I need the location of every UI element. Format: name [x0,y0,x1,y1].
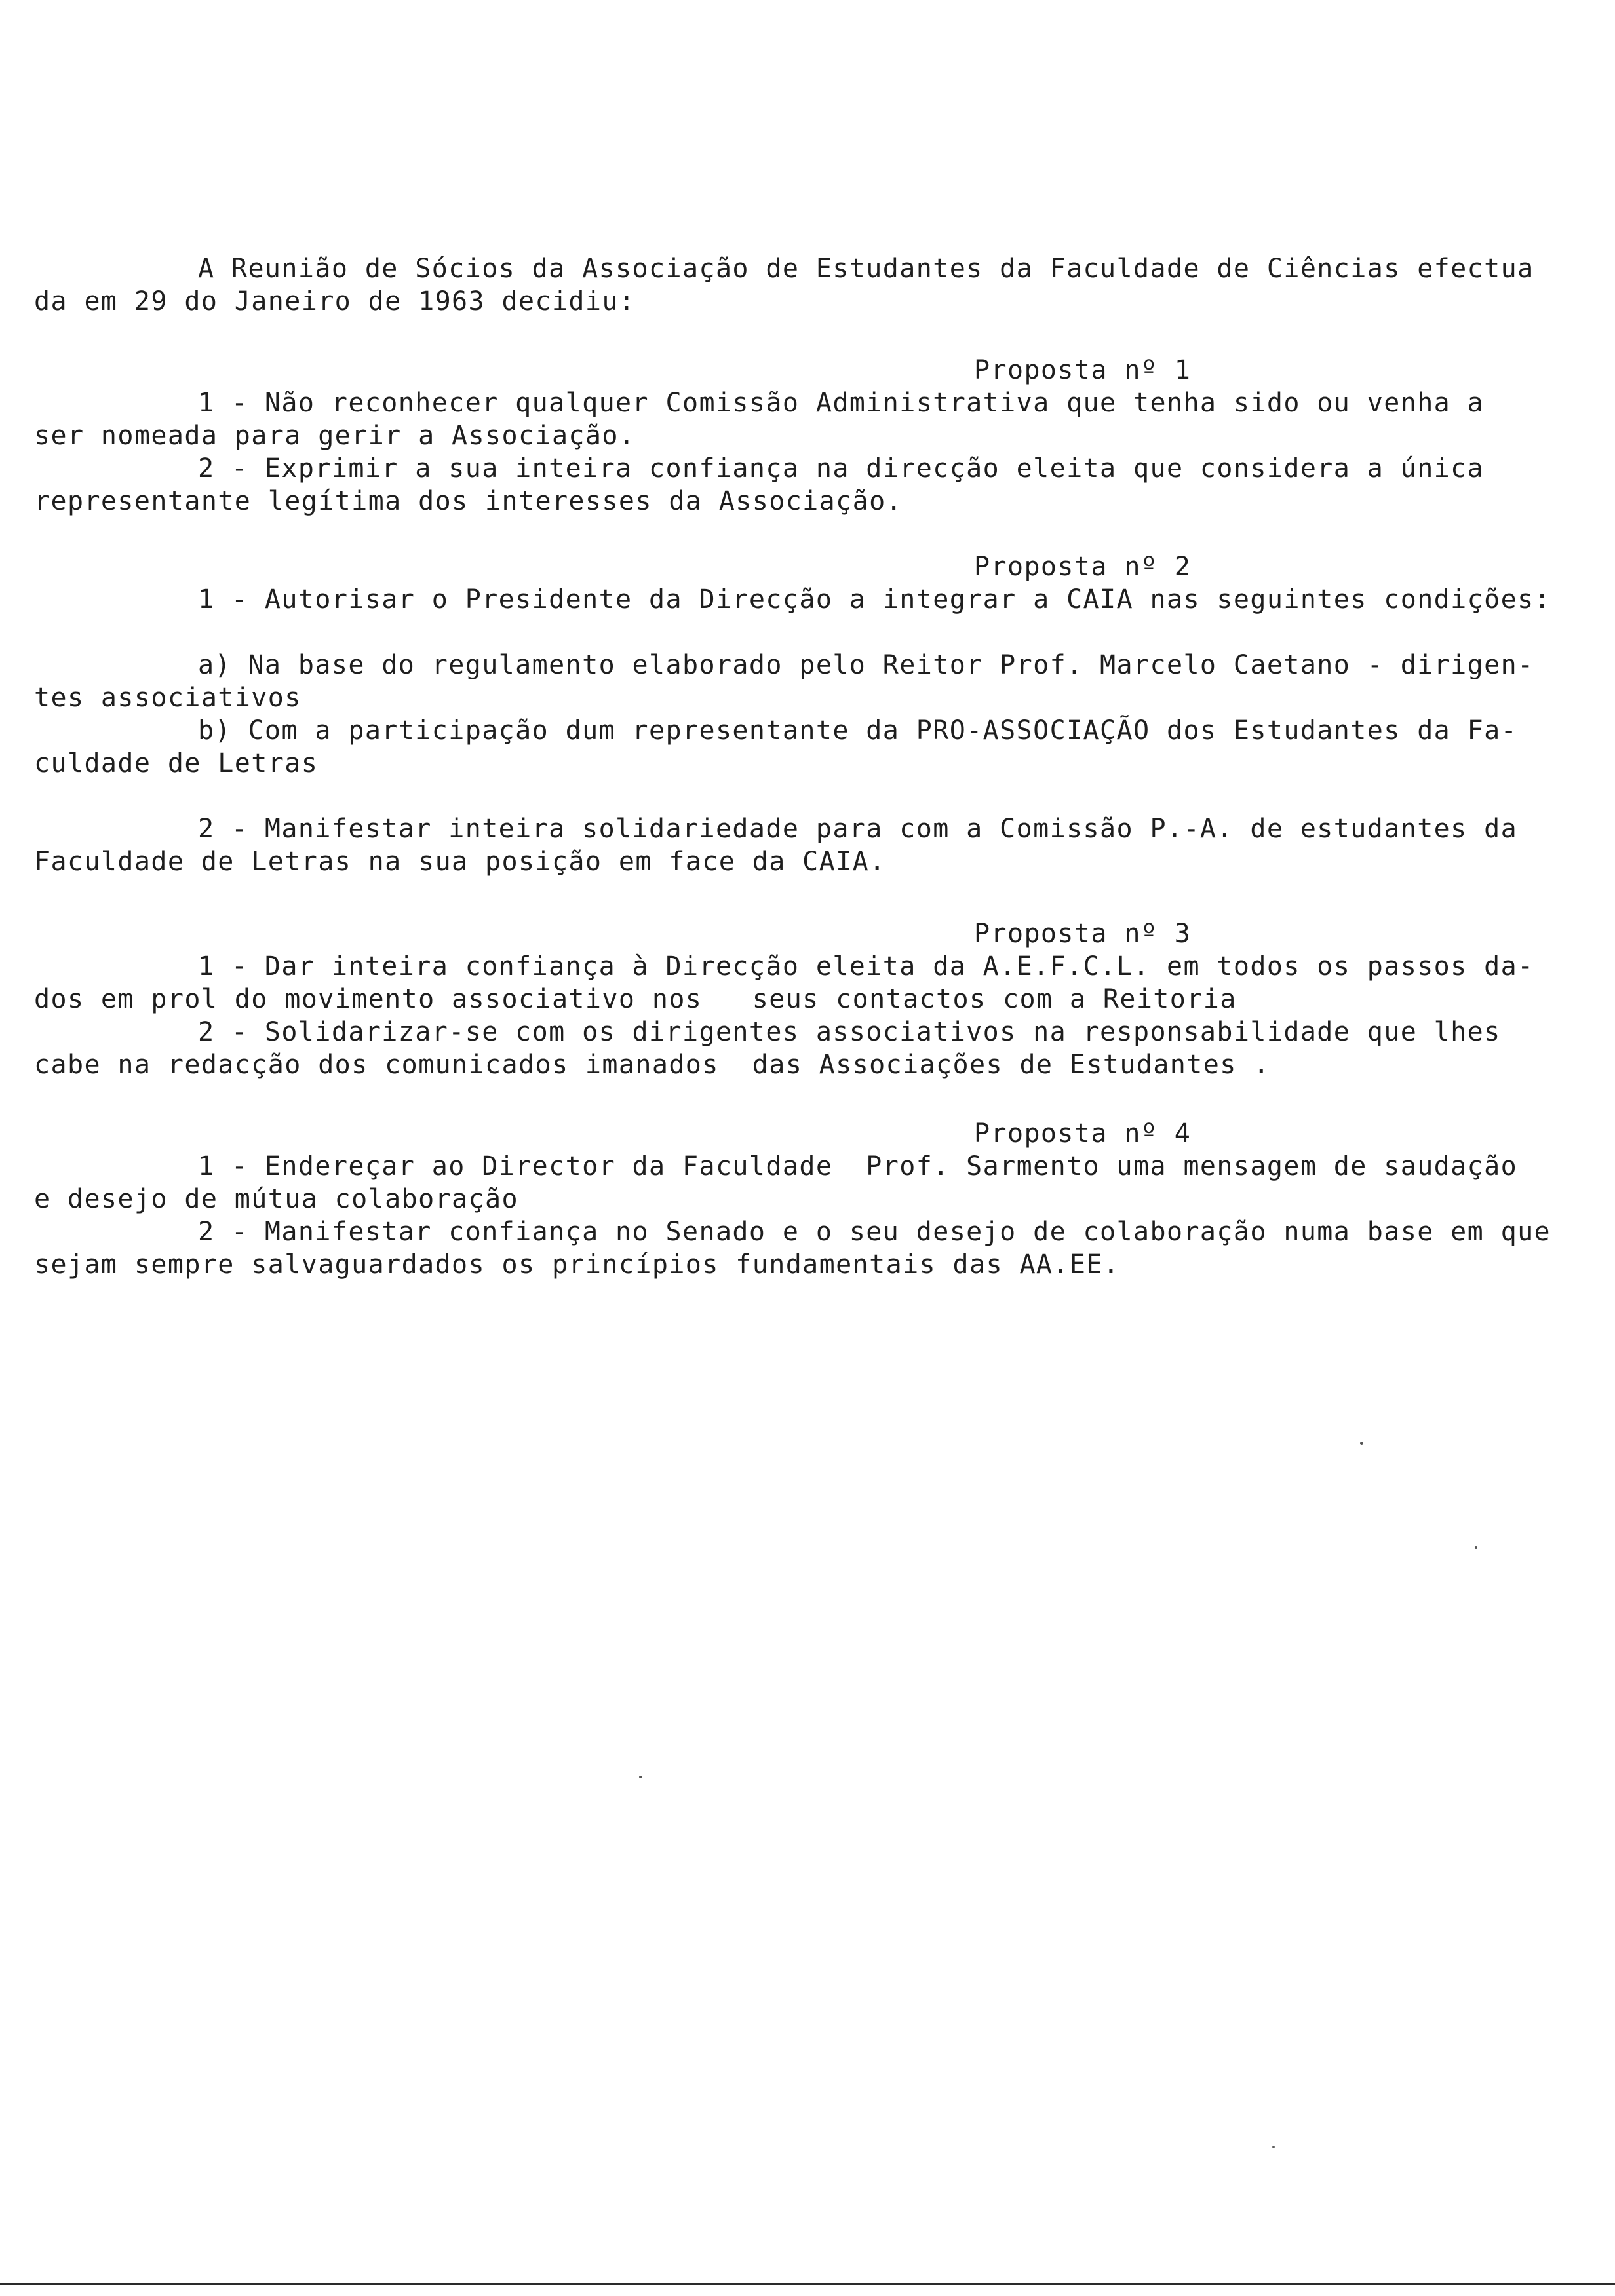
proposal-2-line: a) Na base do regulamento elaborado pelo Reitor Prof. Marcelo Caetano - dirigen- [198,650,1534,680]
proposal-4-line: 1 - Endereçar ao Director da Faculdade Prof. Sarmento uma mensagem de saudação [198,1151,1518,1181]
proposal-3-line: cabe na redacção dos comunicados imanados das Associações de Estudantes . [34,1050,1270,1080]
proposal-1-line: 1 - Não reconhecer qualquer Comissão Administrativa que tenha sido ou venha a [198,388,1485,418]
proposal-2-line: tes associativos [34,683,302,713]
proposal-4-line: 2 - Manifestar confiança no Senado e o seu desejo de colaboração numa base em que [198,1217,1551,1247]
scan-speck [1360,1442,1363,1445]
proposal-1-line: 2 - Exprimir a sua inteira confiança na direcção eleita que considera a única [198,453,1485,484]
proposal-3-heading: Proposta nº 3 [974,919,1192,949]
proposal-2-line: 1 - Autorisar o Presidente da Direcção a integrar a CAIA nas seguintes condições: [198,584,1551,615]
scan-speck [1475,1546,1477,1549]
proposal-4-line: e desejo de mútua colaboração [34,1184,518,1214]
proposal-2-heading: Proposta nº 2 [974,552,1192,582]
proposal-1-heading: Proposta nº 1 [974,355,1192,385]
scan-speck [639,1776,642,1778]
proposal-2-line: b) Com a participação dum representante da PRO-ASSOCIAÇÃO dos Estudantes da Fa- [198,716,1518,746]
proposal-3-line: dos em prol do movimento associativo nos seus contactos com a Reitoria [34,984,1237,1014]
proposal-3-line: 1 - Dar inteira confiança à Direcção eleita da A.E.F.C.L. em todos os passos da- [198,951,1534,982]
proposal-3-line: 2 - Solidarizar-se com os dirigentes associativos na responsabilidade que lhes [198,1017,1501,1047]
proposal-2-line: Faculdade de Letras na sua posição em face da CAIA. [34,847,886,877]
intro-line-1: A Reunião de Sócios da Associação de Estudantes da Faculdade de Ciências efectua [198,254,1534,284]
scan-speck [1272,2146,1275,2148]
proposal-4-line: sejam sempre salvaguardados os princípios fundamentais das AA.EE. [34,1250,1120,1280]
proposal-1-line: ser nomeada para gerir a Associação. [34,421,636,451]
proposal-4-heading: Proposta nº 4 [974,1119,1192,1149]
proposal-1-line: representante legítima dos interesses da Associação. [34,486,903,516]
bottom-edge-line [0,2283,1615,2285]
proposal-2-line: 2 - Manifestar inteira solidariedade para com a Comissão P.-A. de estudantes da [198,814,1518,844]
proposal-2-line: culdade de Letras [34,748,319,778]
intro-line-2: da em 29 do Janeiro de 1963 decidiu: [34,286,636,316]
